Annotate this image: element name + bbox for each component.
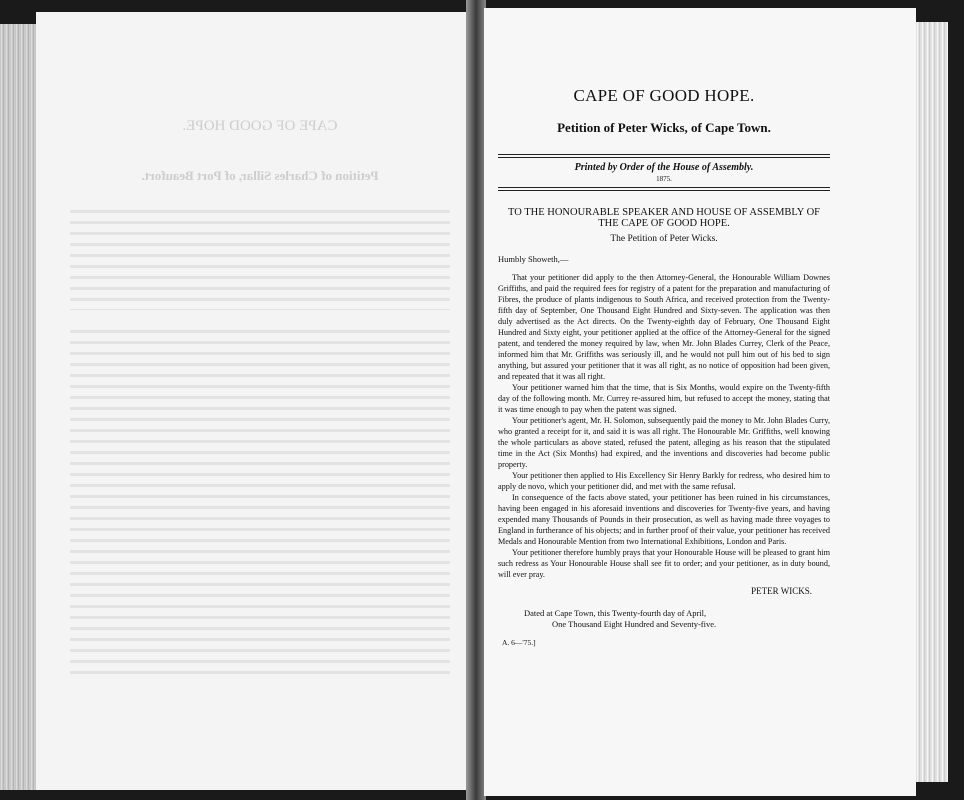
petition-of-line: The Petition of Peter Wicks. [610, 234, 718, 244]
petition-address: TO THE HONOURABLE SPEAKER AND HOUSE OF ASSEMBLY OF THE CAPE OF GOOD HOPE. [507, 207, 821, 229]
paragraph: Your petitioner's agent, Mr. H. Solomon, subsequently paid the money to Mr. John Blades Curry, who granted a receipt for it, and said it is was all right. The Honourable Mr. Griffiths, well knowing the whole particulars as above stated, refused the patent, alleging as his reason that the stipulated time in the Act (Six Months) had expired, and the inventions and discoveries had become public property. [498, 416, 830, 469]
petitioner-signature: PETER WICKS. [751, 586, 812, 596]
dated-line-2: One Thousand Eight Hundred and Seventy-five. [552, 619, 717, 629]
printed-by-order: Printed by Order of the House of Assembly. [574, 162, 754, 173]
paragraph: In consequence of the facts above stated, your petitioner has been ruined in his circumstances, having been engaged in his aforesaid inventions and discoveries for Twenty-five years, and having expended many Thousands of Pounds in their prosecution, as well as having made three voyages to England in furtherance of his objects; and in further proof of their value, your petitioner has received Medals and Honourable Mention from two International Exhibitions, London and Paris. [498, 493, 830, 546]
petition-document [498, 80, 830, 647]
paragraph: Your petitioner warned him that the time, that is Six Months, would expire on the Twenty-fifth day of the following month. Mr. Currey re-assured him, but refused to accept the money, stating that it was time enough to pay when the patent was signed. [498, 383, 830, 414]
humbly-showeth: Humbly Showeth,— [498, 254, 569, 264]
left-page-edges [0, 24, 40, 790]
petition-body [498, 272, 830, 580]
document-heading: CAPE OF GOOD HOPE. [573, 86, 755, 105]
book-gutter [466, 0, 486, 800]
top-double-rule [498, 154, 830, 158]
paragraph: Your petitioner therefore humbly prays that your Honourable House will be pleased to grant him such redress as Your Honourable House shall see fit to order; and your petitioner, as in duty bound, will ever pray. [498, 548, 830, 579]
bleed-through-text-block [70, 210, 450, 310]
paragraph: That your petitioner did apply to the then Attorney-General, the Honourable William Downes Griffiths, and paid the required fees for registry of a patent for the preparation and manufacturing of Fibres, the produce of plants indigenous to South Africa, and received protection from the Twenty-fifth day of September, One Thousand Eight Hundred and Sixty-seven. The application was then duly advertised as the Act directs. On the Twenty-eighth day of February, One Thousand Eight Hundred and Sixty eight, your petitioner applied at the office of the Attorney-General for the signed patent, and tendered the money required by law, when Mr. John Blades Currey, Clerk of the Peace, informed him that Mr. Griffiths was seriously ill, and he would not pull him out of his bed to sign anything, but assured your petitioner that it was all right, as no notice of opposition had been given, and repeated that it was all right. [498, 273, 830, 381]
dated-line-1: Dated at Cape Town, this Twenty-fourth day of April, [524, 608, 707, 618]
right-page-edges [916, 22, 948, 782]
document-subtitle: Petition of Peter Wicks, of Cape Town. [557, 120, 771, 135]
paragraph: Your petitioner then applied to His Excellency Sir Henry Barkly for redress, who desired him to apply de novo, which your petitioner did, and met with the same refusal. [498, 471, 830, 491]
document-reference: A. 6—'75.] [502, 638, 536, 647]
bleed-through-heading: CAPE OF GOOD HOPE. [182, 118, 338, 134]
bottom-double-rule [498, 187, 830, 191]
dated-line [524, 608, 830, 630]
bleed-through-subtitle: Petition of Charles Sillar, of Port Beaufort. [141, 168, 379, 183]
document-year: 1875. [656, 175, 672, 183]
bleed-through-text-block [70, 330, 450, 680]
